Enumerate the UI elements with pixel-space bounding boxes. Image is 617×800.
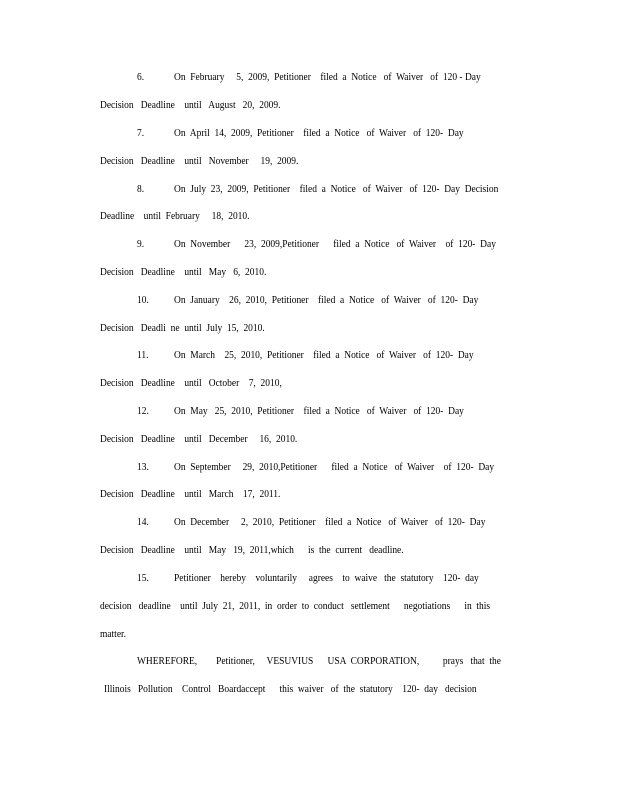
paragraph-number: 9.	[137, 238, 145, 250]
paragraph-number: 14.	[137, 516, 149, 528]
paragraph-text: Decision Deadline until May 6, 2010.	[100, 266, 267, 278]
paragraph-text: Decision Deadline until August 20, 2009.	[100, 99, 281, 111]
paragraph-text: On March 25, 2010, Petitioner filed a Notice of Waiver of 120- Day	[174, 349, 474, 361]
paragraph-text: Decision Deadline until November 19, 2009.	[100, 155, 299, 167]
paragraph-text: Decision Deadli ne until July 15, 2010.	[100, 322, 265, 334]
paragraph-number: 11.	[137, 349, 149, 361]
paragraph-number: 12.	[137, 405, 149, 417]
paragraph-number: 13.	[137, 461, 149, 473]
paragraph-text: On December 2, 2010, Petitioner filed a Notice of Waiver of 120- Day	[174, 516, 486, 528]
paragraph-text: Decision Deadline until March 17, 2011.	[100, 488, 281, 500]
paragraph-number: 6.	[137, 71, 145, 83]
paragraph-text: Petitioner hereby voluntarily agrees to waive the statutory 120- day	[174, 572, 479, 584]
paragraph-text: Deadline until February 18, 2010.	[100, 210, 250, 222]
wherefore-clause: Illinois Pollution Control Boardaccept this waiver of the statutory 120- day decision	[104, 683, 477, 695]
paragraph-text: On January 26, 2010, Petitioner filed a Notice of Waiver of 120- Day	[174, 294, 479, 306]
paragraph-text: On July 23, 2009, Petitioner filed a Notice of Waiver of 120- Day Decision	[174, 183, 499, 195]
paragraph-text: matter.	[100, 628, 127, 640]
paragraph-text: Decision Deadline until May 19, 2011,which is the current deadline.	[100, 544, 404, 556]
paragraph-text: decision deadline until July 21, 2011, in order to conduct settlement negotiations in this	[100, 600, 491, 612]
paragraph-text: On September 29, 2010,Petitioner filed a Notice of Waiver of 120- Day	[174, 461, 495, 473]
wherefore-clause: WHEREFORE, Petitioner, VESUVIUS USA CORPORATION, prays that the	[137, 655, 501, 667]
paragraph-text: On May 25, 2010, Petitioner filed a Notice of Waiver of 120- Day	[174, 405, 464, 417]
paragraph-text: On November 23, 2009,Petitioner filed a Notice of Waiver of 120- Day	[174, 238, 496, 250]
paragraph-text: Decision Deadline until December 16, 2010.	[100, 433, 298, 445]
paragraph-number: 8.	[137, 183, 145, 195]
paragraph-number: 10.	[137, 294, 149, 306]
paragraph-number: 15.	[137, 572, 149, 584]
paragraph-text: On February 5, 2009, Petitioner filed a Notice of Waiver of 120 - Day	[174, 71, 481, 83]
paragraph-text: On April 14, 2009, Petitioner filed a Notice of Waiver of 120- Day	[174, 127, 464, 139]
paragraph-number: 7.	[137, 127, 145, 139]
paragraph-text: Decision Deadline until October 7, 2010,	[100, 377, 282, 389]
